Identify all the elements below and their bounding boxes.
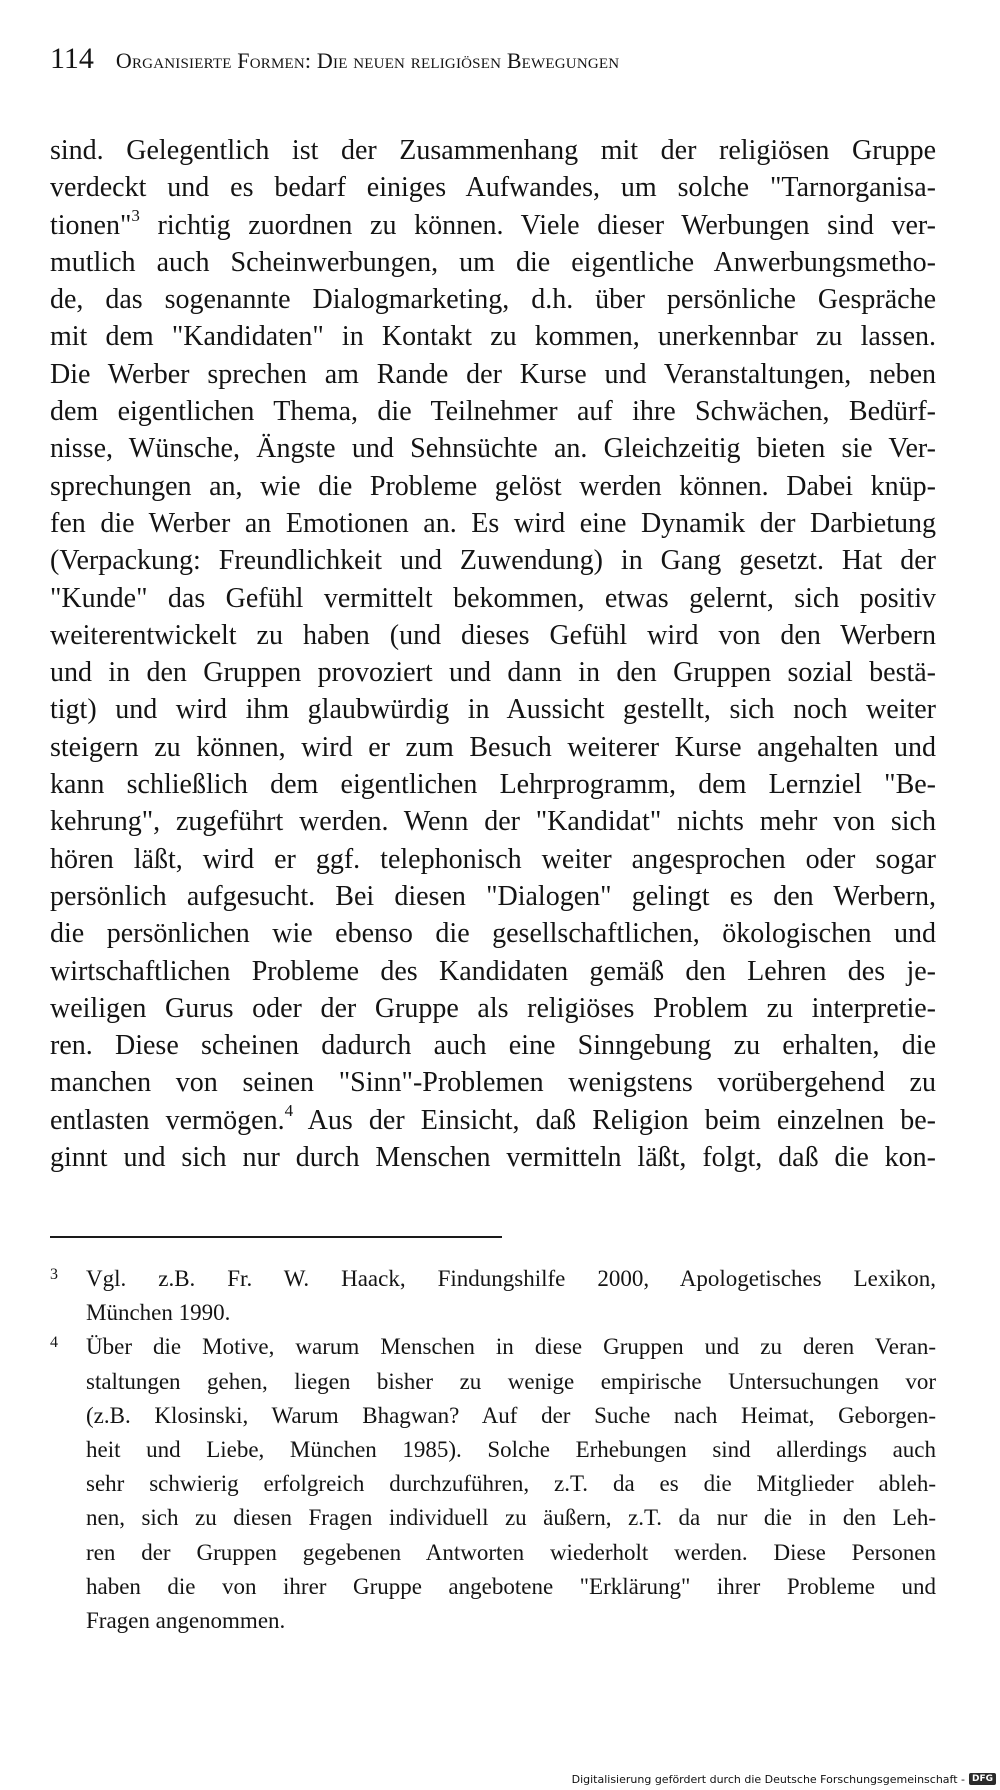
running-header [50,42,950,92]
footnote-number: 3 [50,1266,58,1283]
footnote-line: Fragen angenommen. [86,1607,286,1633]
footnote-line: heit und Liebe, München 1985). Solche Erhebungen sind allerdings auch [86,1436,936,1462]
text-line: mutlich auch Scheinwerbungen, um die eigentliche Anwerbungsmetho- [50,246,936,278]
footnote-line: nen, sich zu diesen Fragen individuell zu äußern, z.T. da nur die in den Leh- [86,1505,936,1531]
body-text [50,132,936,1176]
text-line: Die Werber sprechen am Rande der Kurse und Veranstaltungen, neben [50,358,936,390]
text-line: tionen"$^3$ richtig zuordnen zu können. Viele dieser Werbungen sind ver- [50,205,936,241]
footnote-reference-4[interactable]: 4 [284,1100,294,1120]
text-line: verdeckt und es bedarf einiges Aufwandes, um solche "Tarnorganisa- [50,172,936,204]
text-line: nisse, Wünsche, Ängste und Sehnsüchte an. Gleichzeitig bieten sie Ver- [50,433,936,465]
footnote-line: haben die von ihrer Gruppe angebotene "Erklärung" ihrer Probleme und [86,1573,936,1599]
text-line: weiterentwickelt zu haben (und dieses Gefühl wird von den Werbern [50,619,936,651]
text-line: manchen von seinen "Sinn"-Problemen wenigstens vorübergehend zu [50,1067,936,1099]
text-line: fen die Werber an Emotionen an. Es wird eine Dynamik der Darbietung [50,507,936,539]
text-line: sprechungen an, wie die Probleme gelöst werden können. Dabei knüp- [50,470,936,502]
text-line: und in den Gruppen provoziert und dann in den Gruppen sozial bestä- [50,657,936,689]
footnote-4 [50,1330,936,1638]
footnote-line: (z.B. Klosinski, Warum Bhagwan? Auf der Suche nach Heimat, Geborgen- [86,1402,936,1428]
text-line: kann schließlich dem eigentlichen Lehrprogramm, dem Lernziel "Be- [50,769,936,801]
text-line: die persönlichen wie ebenso die gesellschaftlichen, ökologischen und [50,918,936,950]
footnote-line: staltungen gehen, liegen bisher zu wenige empirische Untersuchungen vor [86,1368,936,1394]
text-line: persönlich aufgesucht. Bei diesen "Dialogen" gelingt es den Werbern, [50,880,936,912]
text-line: entlasten vermögen.$^4$ Aus der Einsicht, daß Religion beim einzelnen be- [50,1100,936,1136]
footnote-divider [50,1236,502,1238]
text-line: tigt) und wird ihm glaubwürdig in Aussicht gestellt, sich noch weiter [50,694,936,726]
credit-text: Digitalisierung gefördert durch die Deutsche Forschungsgemeinschaft - [571,1772,965,1786]
text-line: ren. Diese scheinen dadurch auch eine Sinngebung zu erhalten, die [50,1030,936,1062]
text-line: (Verpackung: Freundlichkeit und Zuwendung) in Gang gesetzt. Hat der [50,545,936,577]
text-line: hören läßt, wird er ggf. telephonisch weiter angesprochen oder sogar [50,843,936,875]
text-line: dem eigentlichen Thema, die Teilnehmer auf ihre Schwächen, Bedürf- [50,396,936,428]
text-line: mit dem "Kandidaten" in Kontakt zu kommen, unerkennbar zu lassen. [50,321,936,353]
text-line: wirtschaftlichen Probleme des Kandidaten gemäß den Lehren des je- [50,955,936,987]
footnotes [50,1262,936,1638]
text-line: weiligen Gurus oder der Gruppe als religiöses Problem zu interpretie- [50,992,936,1024]
footnote-line: München 1990. [86,1300,231,1326]
text-line: sind. Gelegentlich ist der Zusammenhang mit der religiösen Gruppe [50,135,936,166]
text-line: ginnt und sich nur durch Menschen vermitteln läßt, folgt, daß die kon- [50,1142,936,1174]
text-line: de, das sogenannte Dialogmarketing, d.h. über persönliche Gespräche [50,284,936,316]
digitization-credit [572,1770,996,1788]
text-line: steigern zu können, wird er zum Besuch weiterer Kurse angehalten und [50,731,936,763]
dfg-logo-icon: DFG [969,1773,996,1785]
footnote-reference-3[interactable]: 3 [131,205,140,225]
footnote-line: Vgl. z.B. Fr. W. Haack, Findungshilfe 2000, Apologetisches Lexikon, [86,1266,936,1291]
running-title: Organisierte Formen: Die neuen religiösen Bewegungen [115,48,620,73]
footnote-line: ren der Gruppen gegebenen Antworten wiederholt werden. Diese Personen [86,1539,936,1565]
footnote-line: sehr schwierig erfolgreich durchzuführen, z.T. da es die Mitglieder ableh- [86,1471,936,1497]
footnote-3 [50,1262,936,1330]
footnote-line: Über die Motive, warum Menschen in diese Gruppen und zu deren Veran- [86,1334,936,1360]
footnote-number: 4 [50,1334,58,1352]
text-line: kehrung", zugeführt werden. Wenn der "Kandidat" nichts mehr von sich [50,806,936,838]
text-line: "Kunde" das Gefühl vermittelt bekommen, etwas gelernt, sich positiv [50,582,936,614]
page-number: 114 [50,42,94,75]
